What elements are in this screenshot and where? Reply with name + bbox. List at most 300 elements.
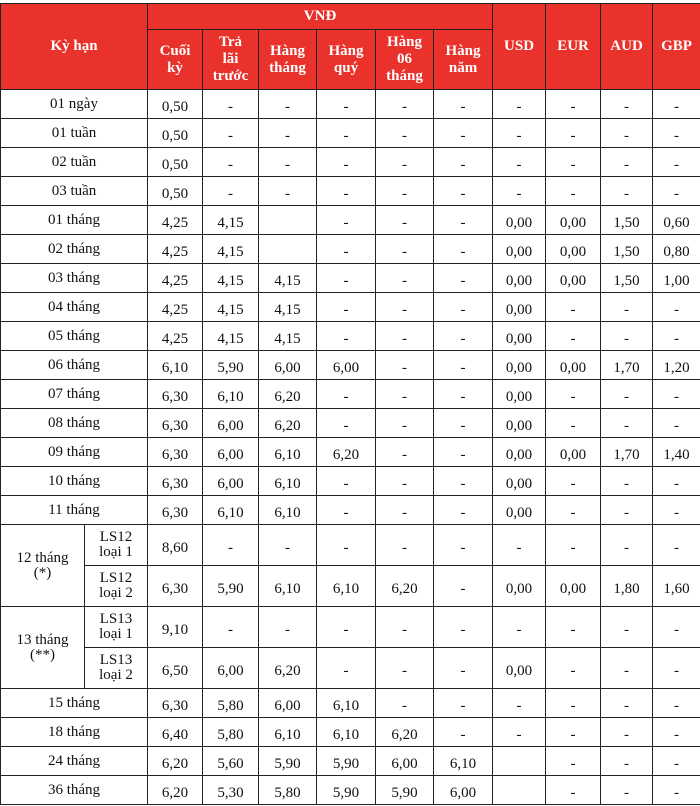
rate-value: - (343, 504, 349, 521)
rate-value: - (674, 784, 680, 801)
interest-rate-table (0, 3, 700, 805)
rate-cell (203, 467, 259, 496)
rate-value: - (343, 127, 349, 144)
rate-cell (653, 718, 700, 747)
rate-cell (493, 206, 546, 235)
rate-cell (493, 607, 546, 648)
rate-cell (203, 525, 259, 566)
rate-value: - (402, 214, 408, 231)
col-hang-quy: Hàng quý (317, 30, 376, 90)
rate-cell (434, 119, 493, 148)
rate-value: 6,10 (274, 475, 301, 492)
sub-term-type: loại 1 (99, 626, 133, 642)
rate-cell (148, 293, 203, 322)
rate-value: - (460, 539, 466, 556)
rate-value: - (343, 301, 349, 318)
rate-value: - (402, 359, 408, 376)
rate-cell (317, 438, 376, 467)
rate-value: 6,00 (217, 446, 244, 463)
table-row (1, 380, 700, 409)
rate-value: - (570, 784, 576, 801)
sub-term-type: loại 2 (99, 667, 133, 683)
rate-value: 0,50 (161, 127, 189, 144)
rate-value: 5,80 (217, 726, 244, 743)
rate-cell (601, 235, 653, 264)
rate-cell (317, 747, 376, 776)
rate-value: - (460, 214, 466, 231)
rate-value: - (402, 539, 408, 556)
rate-cell (259, 689, 317, 718)
rate-value: 0,80 (663, 243, 690, 260)
rate-value: - (343, 417, 349, 434)
rate-cell (546, 689, 601, 718)
rate-cell (493, 496, 546, 525)
rate-cell (203, 718, 259, 747)
rate-cell (601, 380, 653, 409)
rate-value: 6,00 (449, 784, 477, 801)
rate-value: 0,00 (505, 446, 533, 463)
rate-cell (653, 177, 700, 206)
rate-cell (148, 689, 203, 718)
rate-cell (601, 689, 653, 718)
rate-cell (259, 235, 317, 264)
rate-value: - (460, 697, 466, 714)
rate-value: - (570, 475, 576, 492)
rate-cell (434, 467, 493, 496)
rate-cell (546, 718, 601, 747)
rate-cell (546, 525, 601, 566)
sub-term-code: LS12 (99, 529, 133, 545)
table-row (1, 90, 700, 119)
rate-value: - (402, 504, 408, 521)
table-row (1, 235, 700, 264)
rate-cell (376, 177, 434, 206)
rate-cell (376, 148, 434, 177)
rate-value: - (674, 301, 680, 318)
rate-value: - (343, 621, 349, 638)
rate-value: - (570, 755, 576, 772)
rate-value: 6,40 (161, 726, 189, 743)
rate-value: - (343, 539, 349, 556)
rate-value: 4,15 (217, 301, 244, 318)
rate-cell (148, 776, 203, 805)
rate-cell (653, 264, 700, 293)
rate-cell (148, 206, 203, 235)
rate-value: - (674, 504, 680, 521)
rate-value: - (674, 755, 680, 772)
rate-cell (259, 496, 317, 525)
rate-value: - (570, 330, 576, 347)
rate-cell (148, 119, 203, 148)
rate-cell (376, 438, 434, 467)
rate-value: 5,30 (217, 784, 244, 801)
rate-value: 6,20 (274, 388, 301, 405)
rate-cell (148, 467, 203, 496)
rate-value: - (402, 446, 408, 463)
rate-cell (148, 525, 203, 566)
rate-cell (434, 351, 493, 380)
table-row (1, 496, 700, 525)
term-cell: 10 tháng (1, 467, 148, 496)
rate-value: - (624, 185, 630, 202)
rate-cell (434, 409, 493, 438)
rate-cell (434, 689, 493, 718)
rate-value: 0,50 (161, 98, 189, 115)
term-header: Kỳ hạn (1, 4, 148, 90)
rate-cell (434, 206, 493, 235)
rate-cell (376, 747, 434, 776)
rate-cell (653, 496, 700, 525)
rate-value: - (343, 156, 349, 173)
rate-cell (493, 322, 546, 351)
rate-cell (601, 119, 653, 148)
rate-cell (317, 235, 376, 264)
table-row (1, 351, 700, 380)
rate-cell (434, 438, 493, 467)
rate-cell (259, 206, 317, 235)
table-row (1, 607, 700, 648)
rate-cell (317, 264, 376, 293)
rate-value: - (674, 185, 680, 202)
sub-term-code: LS13 (99, 652, 133, 668)
rate-cell (653, 409, 700, 438)
rate-value: 0,50 (161, 185, 189, 202)
rate-value: - (343, 185, 349, 202)
rate-cell (376, 566, 434, 607)
rate-cell (148, 648, 203, 689)
term-cell: 01 ngày (1, 90, 148, 119)
rate-value: - (624, 417, 630, 434)
rate-cell (493, 264, 546, 293)
table-row (1, 648, 700, 689)
rate-value: 1,70 (613, 446, 640, 463)
rate-value: - (228, 127, 234, 144)
rate-value: 6,10 (274, 726, 301, 743)
rate-cell (493, 235, 546, 264)
rate-value: 0,00 (505, 388, 533, 405)
table-row (1, 689, 700, 718)
rate-value: 4,15 (217, 243, 244, 260)
rate-value: 5,90 (332, 755, 360, 772)
rate-value: 6,00 (391, 755, 418, 772)
rate-value: - (460, 662, 466, 679)
rate-cell (653, 293, 700, 322)
rate-value: - (624, 539, 630, 556)
rate-cell (317, 776, 376, 805)
rate-value: - (402, 330, 408, 347)
rate-value: - (460, 127, 466, 144)
rate-value: 6,20 (274, 417, 301, 434)
rate-value: - (228, 185, 234, 202)
rate-value: - (460, 301, 466, 318)
rate-value: - (570, 417, 576, 434)
rate-value: - (228, 156, 234, 173)
rate-value: - (460, 98, 466, 115)
rate-value: - (228, 621, 234, 638)
rate-cell (493, 351, 546, 380)
rate-value: 4,15 (217, 272, 244, 289)
rate-value: 0,00 (505, 359, 533, 376)
rate-value: - (674, 330, 680, 347)
term-cell: 01 tuần (1, 119, 148, 148)
rate-cell (434, 322, 493, 351)
rate-cell (546, 496, 601, 525)
rate-cell (148, 607, 203, 648)
rate-value: - (516, 621, 522, 638)
rate-cell (493, 409, 546, 438)
rate-cell (376, 525, 434, 566)
rate-cell (203, 351, 259, 380)
rate-value: - (624, 621, 630, 638)
rate-value: 4,25 (161, 214, 189, 231)
rate-cell (546, 177, 601, 206)
rate-value: - (285, 539, 291, 556)
rate-value: - (285, 127, 291, 144)
rate-value: 5,80 (274, 784, 301, 801)
rate-value: 6,00 (332, 359, 360, 376)
rate-cell (148, 380, 203, 409)
rate-value: 1,80 (613, 580, 640, 597)
rate-value: - (624, 156, 630, 173)
sub-term-type: loại 1 (99, 544, 133, 560)
rate-value: - (402, 156, 408, 173)
rate-cell (317, 148, 376, 177)
sub-term-code: LS13 (99, 611, 133, 627)
rate-value: 4,15 (274, 272, 301, 289)
rate-value: - (343, 330, 349, 347)
rate-cell (376, 496, 434, 525)
rate-cell (376, 90, 434, 119)
rate-value: - (460, 243, 466, 260)
rate-cell (601, 409, 653, 438)
rate-cell (493, 438, 546, 467)
rate-value: 0,00 (505, 214, 533, 231)
table-row (1, 525, 700, 566)
rate-value: - (624, 755, 630, 772)
rate-value: - (402, 301, 408, 318)
col-hang-thang: Hàng tháng (259, 30, 317, 90)
rate-cell (493, 648, 546, 689)
rate-value: 0,00 (505, 330, 533, 347)
rate-value: - (228, 98, 234, 115)
rate-cell (376, 607, 434, 648)
rate-cell (653, 148, 700, 177)
rate-cell (434, 293, 493, 322)
rate-value: - (460, 388, 466, 405)
rate-cell (653, 206, 700, 235)
rate-cell (546, 467, 601, 496)
rate-cell (203, 566, 259, 607)
rate-cell (376, 322, 434, 351)
rate-cell (546, 776, 601, 805)
term-cell: 09 tháng (1, 438, 148, 467)
rate-cell (493, 90, 546, 119)
rate-value: - (402, 475, 408, 492)
term-cell: 03 tuần (1, 177, 148, 206)
rate-cell (203, 607, 259, 648)
rate-cell (601, 718, 653, 747)
rate-cell (546, 148, 601, 177)
rate-cell (546, 351, 601, 380)
rate-cell (601, 566, 653, 607)
rate-value: - (674, 662, 680, 679)
rate-value: 6,10 (274, 504, 301, 521)
rate-cell (259, 293, 317, 322)
term-cell: 08 tháng (1, 409, 148, 438)
sub-term-cell (85, 607, 148, 648)
rate-value: - (674, 388, 680, 405)
rate-value: 6,30 (161, 417, 189, 434)
sub-term-cell (85, 566, 148, 607)
rate-cell (653, 119, 700, 148)
rate-cell (493, 119, 546, 148)
rate-cell (601, 776, 653, 805)
rate-cell (259, 90, 317, 119)
rate-value: - (624, 726, 630, 743)
rate-value: 6,00 (274, 697, 301, 714)
rate-cell (653, 607, 700, 648)
rate-cell (203, 148, 259, 177)
rate-cell (203, 648, 259, 689)
table-row (1, 148, 700, 177)
rate-value: 6,50 (161, 662, 189, 679)
rate-cell (601, 648, 653, 689)
group-term-note: (*) (33, 564, 52, 581)
gbp-header: GBP (653, 4, 700, 90)
rate-value: 0,00 (559, 272, 587, 289)
rate-cell (653, 380, 700, 409)
rate-value: 0,00 (505, 301, 533, 318)
rate-value: - (402, 388, 408, 405)
rate-cell (376, 648, 434, 689)
rate-value: 6,10 (217, 388, 244, 405)
rate-value: - (460, 446, 466, 463)
rate-value: 6,30 (161, 504, 189, 521)
rate-cell (653, 648, 700, 689)
rate-cell (546, 293, 601, 322)
rate-cell (203, 322, 259, 351)
rate-value: 1,50 (613, 272, 640, 289)
rate-cell (317, 119, 376, 148)
table-row (1, 747, 700, 776)
rate-cell (546, 264, 601, 293)
rate-cell (148, 351, 203, 380)
rate-value: 4,15 (217, 330, 244, 347)
rate-cell (317, 293, 376, 322)
rate-cell (317, 322, 376, 351)
rate-cell (653, 235, 700, 264)
rate-value: - (570, 156, 576, 173)
rate-cell (317, 607, 376, 648)
rate-cell (601, 322, 653, 351)
rate-cell (317, 409, 376, 438)
rate-cell (259, 351, 317, 380)
term-cell: 06 tháng (1, 351, 148, 380)
rate-value: 6,30 (161, 388, 189, 405)
rate-cell (601, 264, 653, 293)
rate-value: - (674, 127, 680, 144)
rate-cell (259, 380, 317, 409)
col-hang-06-thang: Hàng 06 tháng (376, 30, 434, 90)
rate-cell (546, 566, 601, 607)
rate-cell (434, 718, 493, 747)
rate-cell (546, 747, 601, 776)
rate-value: - (570, 504, 576, 521)
table-row (1, 293, 700, 322)
rate-value: - (674, 417, 680, 434)
rate-value: - (285, 185, 291, 202)
rate-cell (203, 380, 259, 409)
rate-cell (601, 148, 653, 177)
rate-cell (203, 409, 259, 438)
rate-cell (203, 177, 259, 206)
rate-cell (317, 90, 376, 119)
rate-cell (546, 438, 601, 467)
rate-value: 5,60 (217, 755, 244, 772)
rate-value: 6,10 (332, 697, 360, 714)
rate-value: - (460, 330, 466, 347)
rate-cell (376, 293, 434, 322)
rate-cell (259, 322, 317, 351)
rate-cell (493, 467, 546, 496)
rate-value: 4,25 (161, 272, 189, 289)
rate-value: 6,30 (161, 475, 189, 492)
rate-value: 6,20 (332, 446, 360, 463)
usd-header: USD (493, 4, 546, 90)
rate-cell (203, 496, 259, 525)
rate-cell (376, 776, 434, 805)
rate-cell (434, 177, 493, 206)
rate-value: - (402, 185, 408, 202)
rate-cell (259, 566, 317, 607)
rate-cell (493, 718, 546, 747)
term-cell: 04 tháng (1, 293, 148, 322)
rate-cell (317, 689, 376, 718)
group-term-cell (1, 607, 85, 689)
rate-value: 5,90 (391, 784, 418, 801)
rate-value: - (460, 580, 466, 597)
group-term-note: (**) (30, 646, 55, 663)
rate-value: 5,90 (274, 755, 301, 772)
rate-value: 5,80 (217, 697, 244, 714)
rate-value: 0,00 (559, 446, 587, 463)
rate-value: - (624, 784, 630, 801)
table-row (1, 177, 700, 206)
rate-cell (546, 380, 601, 409)
rate-cell (148, 235, 203, 264)
rate-value: - (460, 417, 466, 434)
rate-cell (203, 776, 259, 805)
rate-cell (376, 718, 434, 747)
rate-cell (148, 566, 203, 607)
rate-value: - (460, 726, 466, 743)
rate-cell (434, 566, 493, 607)
rate-cell (546, 409, 601, 438)
group-term-cell (1, 525, 85, 607)
rate-cell (317, 467, 376, 496)
rate-cell (317, 718, 376, 747)
rate-value: 4,15 (274, 330, 301, 347)
rate-cell (434, 525, 493, 566)
rate-value: 4,15 (274, 301, 301, 318)
rate-cell (601, 351, 653, 380)
rate-cell (148, 148, 203, 177)
rate-cell (317, 566, 376, 607)
sub-term-code: LS12 (99, 570, 133, 586)
rate-value: 4,15 (217, 214, 244, 231)
rate-value: - (570, 301, 576, 318)
rate-cell (601, 496, 653, 525)
